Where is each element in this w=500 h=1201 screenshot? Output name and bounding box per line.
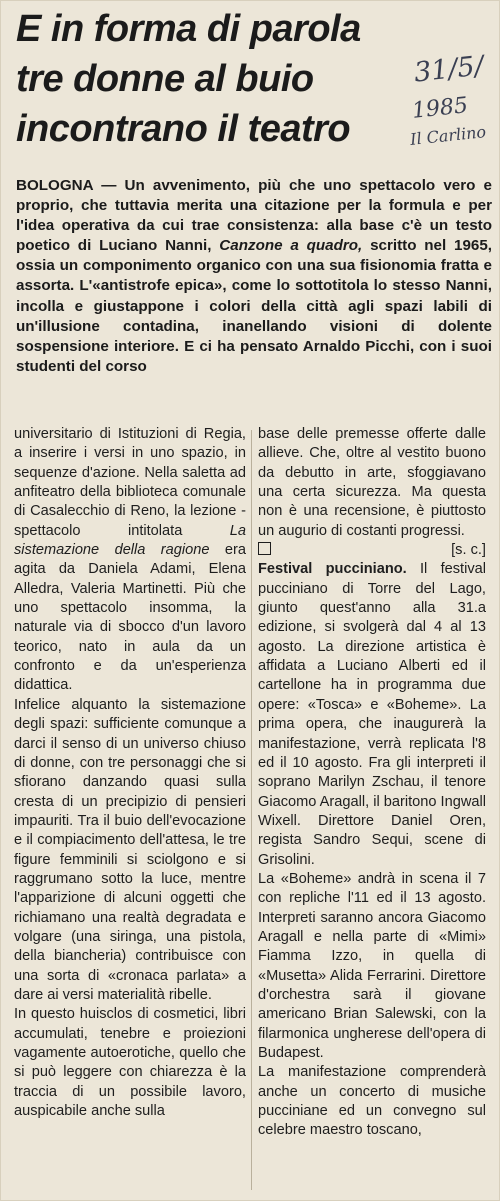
- author-signature: [s. c.]: [451, 542, 486, 559]
- right-paragraph-2: [258, 560, 486, 870]
- left-paragraph-2: Infelice alquanto la sistemazione degli spazi: sufficiente comunque a darci il senso di un universo chiuso di donne, con tre personaggi che si sfiorano danzando quasi sulla cresta di un precipizio di pensieri impauriti. Tra il buio dell'evocazione e il compiacimento dell'attesa, le tre figure femminili si sciolgono e si raggrumano sotto la luce, mentre l'apparizione di alcuni oggetti che richiamano una realtà degradata e volgare (una siringa, una pistola, della biancheria) contribuisce con una sorta di «cronaca parlata» a dare ai versi materialità ribelle.: [14, 696, 246, 1003]
- lead-italic-title: Canzone a quadro,: [219, 237, 363, 255]
- right-paragraph-4: La manifestazione comprenderà anche un concerto di musiche pucciniane ed un convegno sul celebre maestro toscano,: [258, 1064, 486, 1139]
- headline-line-1: E in forma di parola: [16, 8, 361, 50]
- handwritten-date: 31/5/: [412, 50, 486, 89]
- right-p2-text: Il festival pucciniano di Torre del Lago, giunto quest'anno alla 31.a edizione, si svolgerà dal 4 al 13 agosto. La direzione artistica è affidata a Luciano Alberti ed il cartellone ha in programma due opere: «Tosca» e «Boheme». La prima opera, che inaugurerà la manifestazione, verrà replicata l'8 ed il 10 agosto. Fra gli interpreti il soprano Marilyn Zschau, il tenore Giacomo Aragall, il baritono Ingwall Wixell. Direttore Daniel Oren, regista Sandro Sequi, scene di Grisolini.: [258, 561, 486, 868]
- left-paragraph-1: [14, 425, 246, 696]
- left-p1-text-2: era agita da Daniela Adami, Elena Alledra, Valeria Martinetti. Più che uno spettacolo insomma, la naturale via di sbocco d'un lavoro teorico, nato in aula da un confronto e da un'esperienza didattica.: [14, 542, 246, 694]
- dateline: BOLOGNA: [16, 177, 94, 194]
- headline: [16, 4, 416, 154]
- handwritten-year: 1985: [410, 93, 470, 124]
- lead-paragraph: [16, 176, 492, 377]
- headline-line-3: incontrano il teatro: [16, 108, 351, 150]
- column-divider: [251, 430, 252, 1190]
- end-square-icon: [258, 542, 271, 555]
- lead-text-part-2: scritto nel 1965, ossia un componimento organico con una sua fisionomia fratta e assorta. L'«antistrofe epica», come lo sottotitola lo stesso Nanni, incolla e giustappone i colori della città agli spazi labili di un'illusione contadina, inanellando visioni di dolente sospensione interiore. E ci ha pensato Arnaldo Picchi, con i suoi studenti del corso: [16, 237, 493, 375]
- section-heading: Festival pucciniano.: [258, 561, 407, 578]
- left-paragraph-3: In questo huisclos di cosmetici, libri accumulati, tenebre e proiezioni vagamente autoerotiche, quello che si può leggere con chiarezza è la traccia di un possibile lavoro, auspicabile anche sulla: [14, 1006, 246, 1120]
- right-paragraph-1: [258, 425, 486, 559]
- headline-line-2: tre donne al buio: [16, 58, 314, 100]
- left-p1-text-1: universitario di Istituzioni di Regia, a inserire i versi in uno spazio, in sequenze d'azione. Nella saletta ad anfiteatro della biblioteca comunale di Casalecchio di Reno, la lezione - spettacolo intitolata: [14, 426, 246, 539]
- handwritten-source: Il Carlino: [409, 122, 487, 149]
- right-column: [258, 425, 486, 1141]
- left-p1-italic: La sistemazione della ragione: [14, 522, 246, 559]
- lead-text-part-1: — Un avvenimento, più che uno spettacolo vero e proprio, che tuttavia merita una citazione per la formula e per l'idea operativa da cui trae consistenza: alla base c'è un testo poetico di Luciano Nanni,: [16, 177, 492, 255]
- left-column: [14, 425, 246, 1121]
- right-paragraph-3: La «Boheme» andrà in scena il 7 con repliche l'11 ed il 13 agosto. Interpreti saranno ancora Giacomo Aragall e nella parte di «Mimi» Fiamma Izzo, in quella di «Musetta» Alida Ferrarini. Direttore d'orchestra sarà il giovane americano Brian Salewski, con la filarmonica ungherese dell'opera di Budapest.: [258, 870, 486, 1061]
- right-p1-text: base delle premesse offerte dalle allieve. Che, oltre al vestito buono da debutto in arte, sfoggiavano una certa sicurezza. Ma questa non è una recensione, è piuttosto un augurio di costanti progressi.: [258, 426, 486, 539]
